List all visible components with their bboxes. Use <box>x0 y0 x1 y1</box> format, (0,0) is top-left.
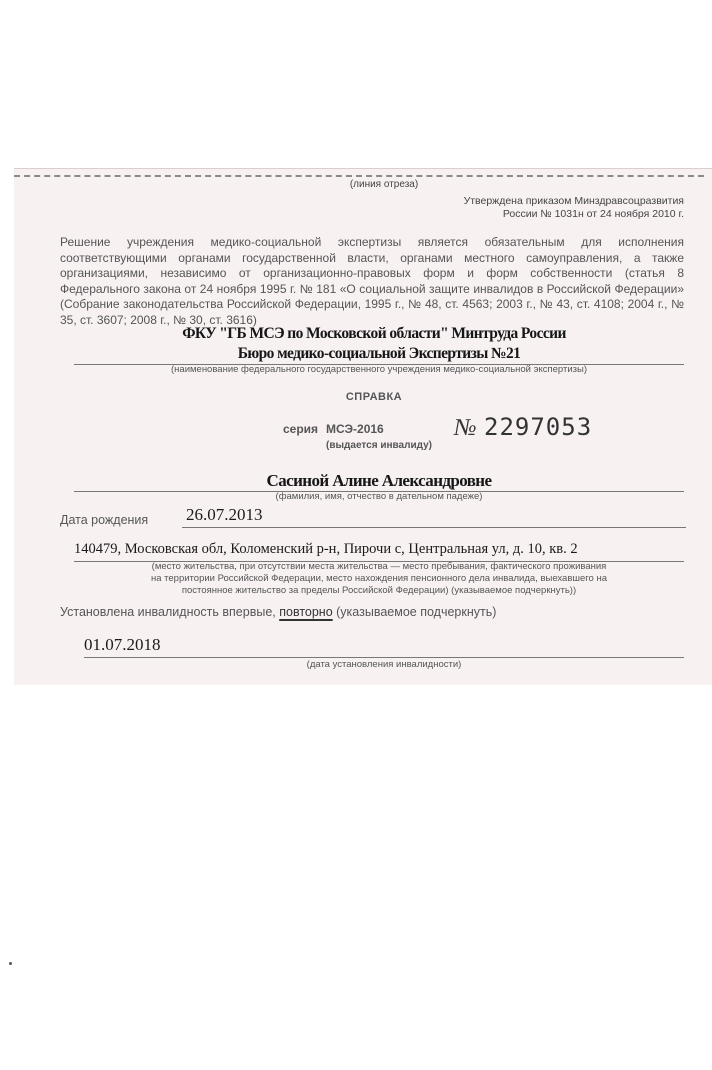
approval-line-1: Утверждена приказом Минздравсоцразвития <box>463 195 684 207</box>
certificate-sheet <box>14 168 712 685</box>
approval-line-2: России № 1031н от 24 ноября 2010 г. <box>502 208 684 220</box>
document-title: СПРАВКА <box>345 391 403 403</box>
legal-paragraph: Решение учреждения медико-социальной экспертизы является обязательным для исполнения соответствующими органами государственной власти, органами местного самоуправления, а также организациями, независимо от организационно-правовых форм и форм собственности (статья 8 Федерального закона от 24 ноября 1995 г. № 181 «О социальной защите инвалидов в Российской Федерации» (Собрание законодательства Российской Федерации, 1995 г., № 48, ст. 4563; 2003 г., № 43, ст. 4108; 2004 г., № 35, ст. 3607; 2008 г., № 30, ст. 3616) <box>60 235 684 327</box>
issued-caption: (выдается инвалиду) <box>326 440 432 451</box>
number-sign: № <box>454 415 477 441</box>
person-name-caption: (фамилия, имя, отчество в дательном падеже) <box>275 491 483 502</box>
address-value: 140479, Московская обл, Коломенский р-н, Пирочи с, Центральная ул, д. 10, кв. 2 <box>74 541 684 562</box>
cut-line-caption: (линия отреза) <box>349 179 419 190</box>
disability-suffix: (указываемое подчеркнуть) <box>332 605 497 619</box>
institution-line-2: Бюро медико-социальной Экспертизы №21 <box>74 345 684 365</box>
institution-line-1: ФКУ "ГБ МСЭ по Московской области" Минтруда России <box>182 325 566 342</box>
certificate-number: 2297053 <box>484 413 593 441</box>
scan-speck <box>9 962 12 965</box>
address-caption-line-3: постоянное жительство за пределы Российской Федерации) (указываемое подчеркнуть)) <box>181 585 577 596</box>
disability-date: 01.07.2018 <box>84 635 684 658</box>
address-caption-line-1: (место жительства, при отсутствии места жительства — место пребывания, фактического проживания <box>151 561 607 572</box>
series-label: серия <box>283 422 319 436</box>
disability-underlined: повторно <box>279 605 333 619</box>
disability-date-caption: (дата установления инвалидности) <box>306 659 462 670</box>
dob-value: 26.07.2013 <box>182 505 686 528</box>
dob-label: Дата рождения <box>60 513 149 527</box>
institution-caption: (наименование федерального государственного учреждения медико-социальной экспертизы) <box>171 364 587 375</box>
series-value: МСЭ-2016 <box>326 422 384 436</box>
approval-note <box>364 195 684 221</box>
cut-line <box>14 175 704 177</box>
disability-statement <box>60 605 496 619</box>
address-caption-line-2: на территории Российской Федерации, место нахождения пенсионного дела инвалида, выехавшего на <box>150 573 608 584</box>
disability-prefix: Установлена инвалидность впервые, <box>60 605 280 619</box>
address-caption <box>74 561 684 597</box>
person-name: Сасиной Алине Александровне <box>74 471 684 492</box>
